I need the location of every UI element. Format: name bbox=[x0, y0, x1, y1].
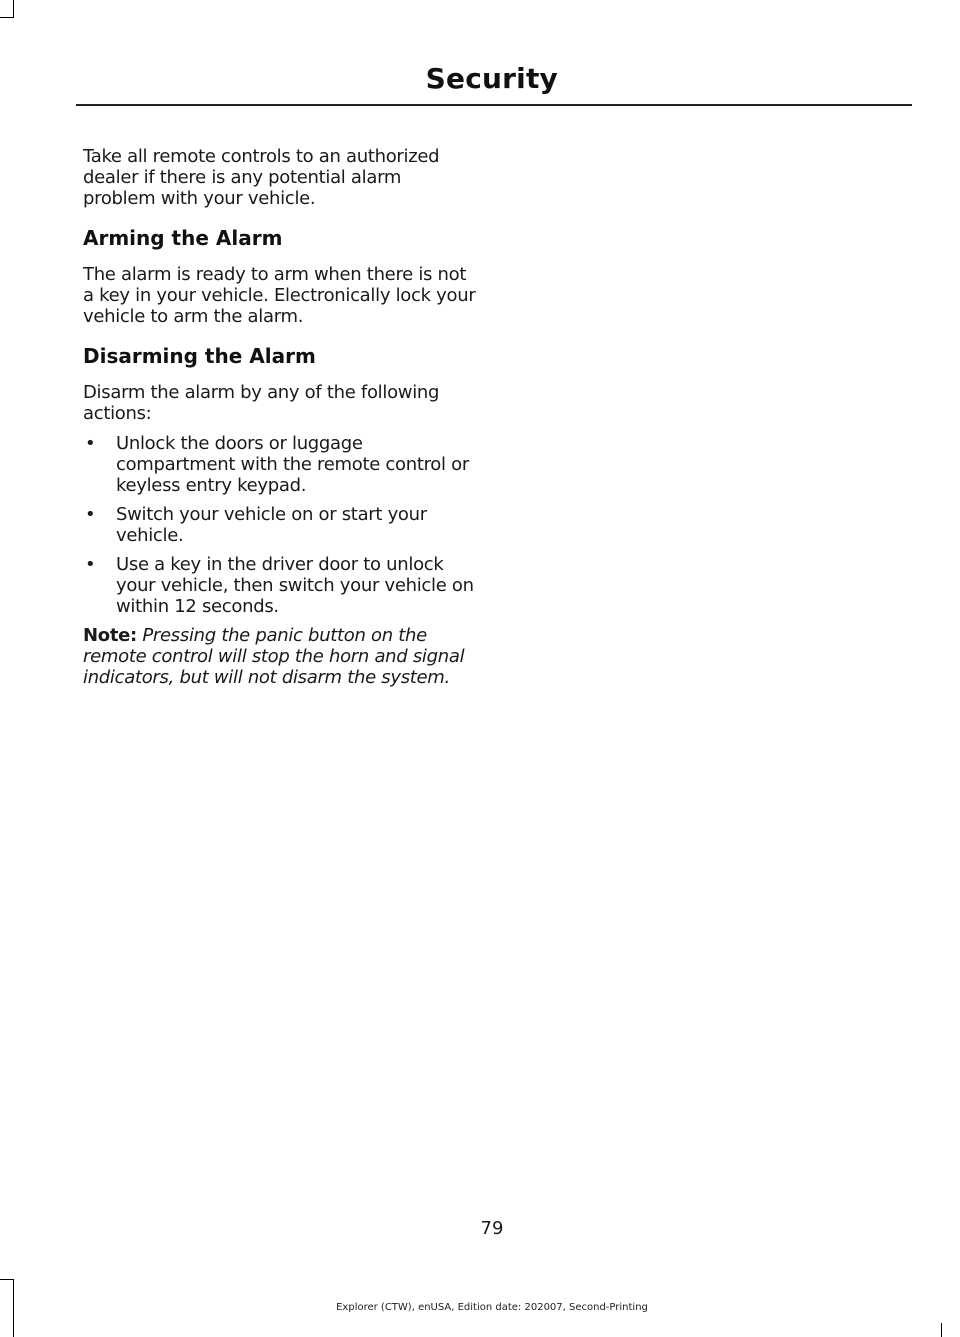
disarm-action-list bbox=[83, 433, 477, 617]
list-item bbox=[83, 554, 477, 617]
list-item-text: Use a key in the driver door to unlock your vehicle, then switch your vehicle on within 12 seconds. bbox=[116, 554, 474, 617]
crop-mark-bottom-right bbox=[941, 1323, 942, 1337]
page-number: 79 bbox=[480, 1218, 504, 1239]
crop-mark-top-left bbox=[13, 0, 14, 17]
note-label: Note: bbox=[83, 625, 137, 646]
note-paragraph bbox=[83, 625, 477, 688]
header-rule bbox=[76, 104, 912, 106]
bullet-icon: • bbox=[85, 433, 96, 454]
list-item bbox=[83, 433, 477, 496]
note-text: Pressing the panic button on the remote control will stop the horn and signal indicators, but will not disarm the system. bbox=[83, 625, 465, 688]
crop-mark-bottom-left-horizontal bbox=[0, 1279, 14, 1280]
list-item-text: Switch your vehicle on or start your vehicle. bbox=[116, 504, 427, 546]
arming-paragraph: The alarm is ready to arm when there is not a key in your vehicle. Electronically lock your vehicle to arm the alarm. bbox=[83, 264, 476, 327]
page-title: Security bbox=[425, 62, 558, 95]
crop-mark-top-left-horizontal bbox=[0, 17, 14, 18]
disarming-heading: Disarming the Alarm bbox=[83, 344, 316, 368]
list-item-text: Unlock the doors or luggage compartment with the remote control or keyless entry keypad. bbox=[116, 433, 469, 496]
list-item bbox=[83, 504, 477, 546]
edition-footer: Explorer (CTW), enUSA, Edition date: 202007, Second-Printing bbox=[336, 1302, 648, 1313]
intro-paragraph: Take all remote controls to an authorized dealer if there is any potential alarm problem with your vehicle. bbox=[83, 146, 440, 209]
bullet-icon: • bbox=[85, 554, 96, 575]
arming-heading: Arming the Alarm bbox=[83, 226, 283, 250]
main-content bbox=[83, 146, 477, 688]
disarming-paragraph: Disarm the alarm by any of the following actions: bbox=[83, 382, 440, 424]
bullet-icon: • bbox=[85, 504, 96, 525]
